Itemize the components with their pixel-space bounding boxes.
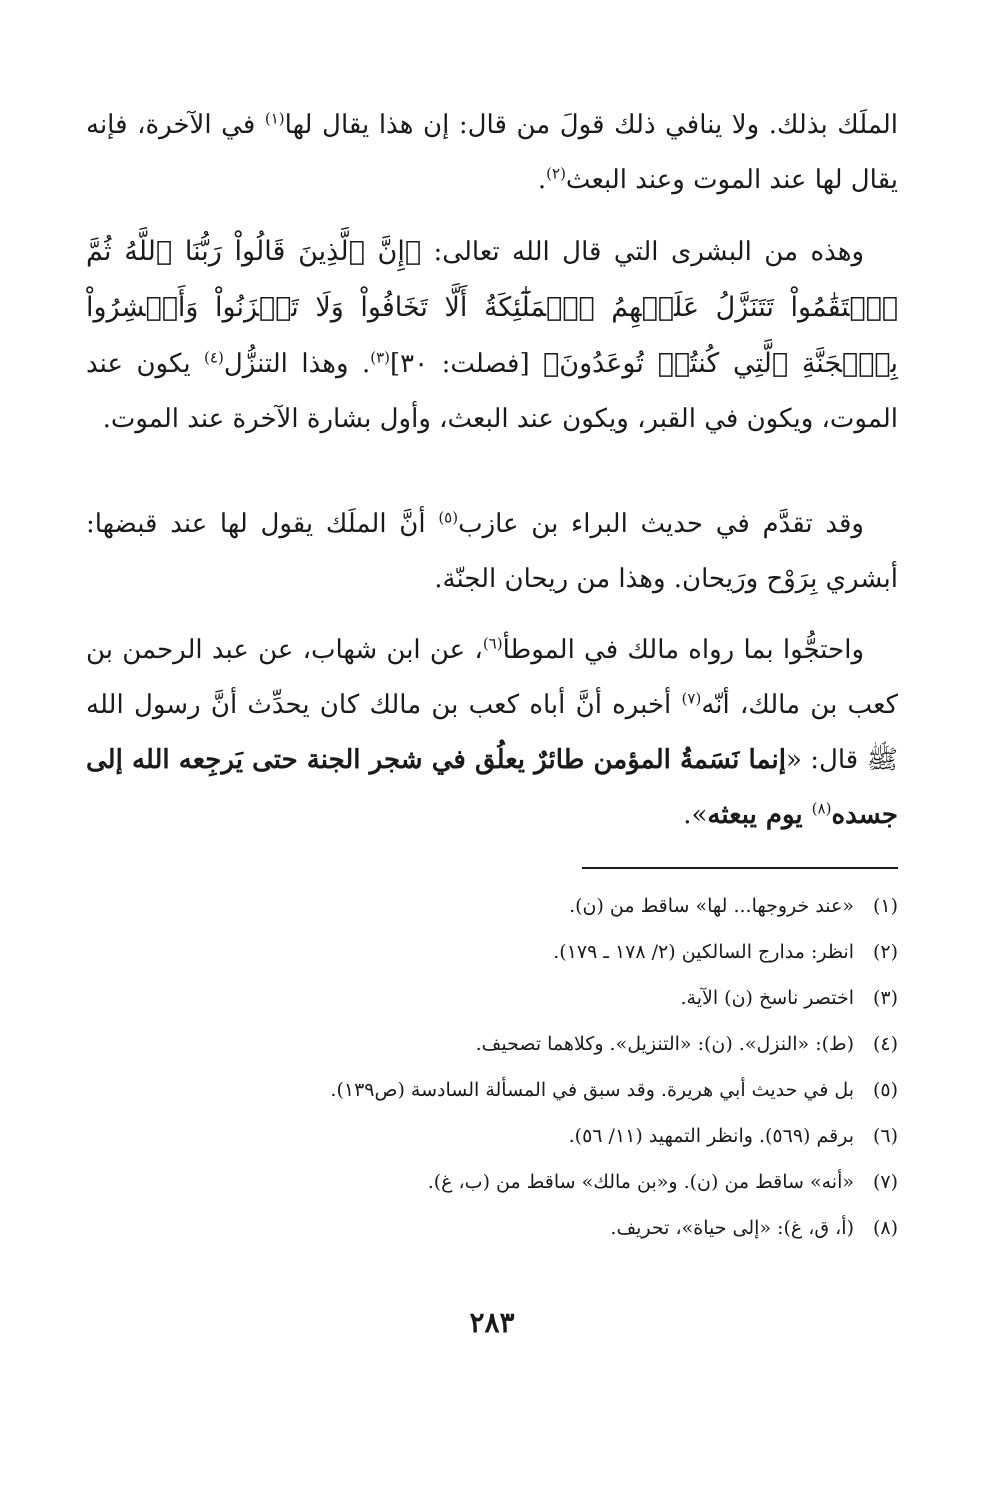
footnote-marker: (٦) (482, 634, 503, 653)
footnote-marker: (٤) (204, 348, 224, 367)
text-segment: . (537, 165, 547, 195)
footnote-number: (٢) (872, 941, 898, 963)
main-text (86, 98, 898, 843)
footnote-text: (ط): «النزل». (ن): «التنزيل». وكلاهما تصحيف. (475, 1033, 854, 1055)
footnote-item (86, 1205, 898, 1251)
paragraph (86, 497, 898, 607)
footnote-item (86, 883, 898, 929)
footnote-marker: (٥) (438, 508, 459, 527)
footnote-number: (٧) (872, 1171, 898, 1193)
text-segment: في الآخرة، فإنه يقال لها عند الموت وعند البعث (86, 110, 898, 195)
text-segment: يكون عند الموت، ويكون في القبر، ويكون عند البعث، وأول بشارة الآخرة عند الموت. (86, 349, 898, 434)
footnote-item (86, 1067, 898, 1113)
text-segment: وقد تقدَّم في حديث البراء بن عازب (458, 509, 864, 539)
page-number: ٢٨٣ (469, 1306, 515, 1339)
footnote-marker: (١) (264, 109, 285, 128)
paragraph (86, 224, 898, 447)
text-segment: أخبره أنَّ أباه كعب بن مالك كان يحدِّث أنَّ رسول الله ﷺ قال: « (86, 690, 898, 775)
text-segment: أنَّ الملَك يقول لها عند قبضها: أبشري بِرَوْح ورَيحان. وهذا من ريحان الجنّة. (86, 509, 898, 594)
footnote-text: برقم (٥٦٩). وانظر التمهيد (١١/ ٥٦). (568, 1125, 854, 1147)
text-segment: وهذه من البشرى التي قال الله تعالى: (421, 237, 864, 267)
footnote-number: (٨) (872, 1217, 898, 1239)
footnote-text: اختصر ناسخ (ن) الآية. (680, 987, 854, 1009)
footnote-item (86, 1021, 898, 1067)
paragraph (86, 623, 898, 843)
footnote-item (86, 1159, 898, 1205)
paragraph-gap (86, 447, 898, 497)
footnote-separator (582, 867, 898, 869)
footnote-marker: (٣) (370, 348, 391, 367)
footnotes-list (86, 883, 898, 1251)
footnote-text: (أ، ق، غ): «إلى حياة»، تحريف. (610, 1217, 854, 1239)
footnote-text: انظر: مدارج السالكين (٢/ ١٧٨ ـ ١٧٩). (553, 941, 854, 963)
hadith-text: يوم يبعثه (707, 800, 812, 830)
text-segment: الملَك بذلك. ولا ينافي ذلك قولَ من قال: إن هذا يقال لها (284, 110, 899, 140)
footnote-marker: (٨) (811, 799, 832, 818)
quran-verse: ﴿إِنَّ ٱلَّذِينَ قَالُواْ رَبُّنَا ٱللَّهُ ثُمَّ ٱسۡتَقَٰمُواْ تَتَنَزَّلُ عَلَيۡهِمُ ٱلۡمَلَٰٓئِكَةُ أَلَّا تَخَافُواْ وَلَا تَحۡزَنُواْ وَأَبۡشِرُواْ بِٱلۡجَنَّةِ ٱلَّتِي كُنتُمۡ تُوعَدُونَ﴾ (86, 236, 899, 379)
book-page (86, 98, 898, 1485)
footnote-item (86, 929, 898, 975)
footnote-number: (٣) (872, 987, 898, 1009)
footnote-item (86, 975, 898, 1021)
text-segment: ». (683, 800, 708, 830)
footnote-number: (٤) (872, 1033, 898, 1055)
footnote-number: (٥) (872, 1079, 898, 1101)
text-segment: واحتجُّوا بما رواه مالك في الموطأ (502, 635, 864, 665)
hadith-text: إنما نَسَمةُ المؤمن طائرٌ يعلُق في شجر الجنة حتى يَرجِعه الله إلى جسده (86, 745, 898, 830)
footnote-item (86, 1113, 898, 1159)
paragraph (86, 98, 898, 208)
text-segment: [فصلت: ٣٠] (390, 349, 544, 379)
footnote-marker: (٢) (546, 164, 566, 183)
footnote-marker: (٧) (681, 689, 702, 708)
footnote-number: (١) (872, 895, 898, 917)
footnote-text: «أنه» ساقط من (ن). و«بن مالك» ساقط من (ب، غ). (427, 1171, 854, 1193)
footnote-text: «عند خروجها... لها» ساقط من (ن). (569, 895, 854, 917)
footnote-number: (٦) (872, 1125, 898, 1147)
text-segment: ، عن ابن شهاب، عن عبد الرحمن بن كعب بن مالك، أنّه (86, 635, 899, 720)
footnote-text: بل في حديث أبي هريرة. وقد سبق في المسألة السادسة (ص١٣٩). (330, 1079, 854, 1101)
text-segment: . وهذا التنزُّل (223, 349, 371, 379)
